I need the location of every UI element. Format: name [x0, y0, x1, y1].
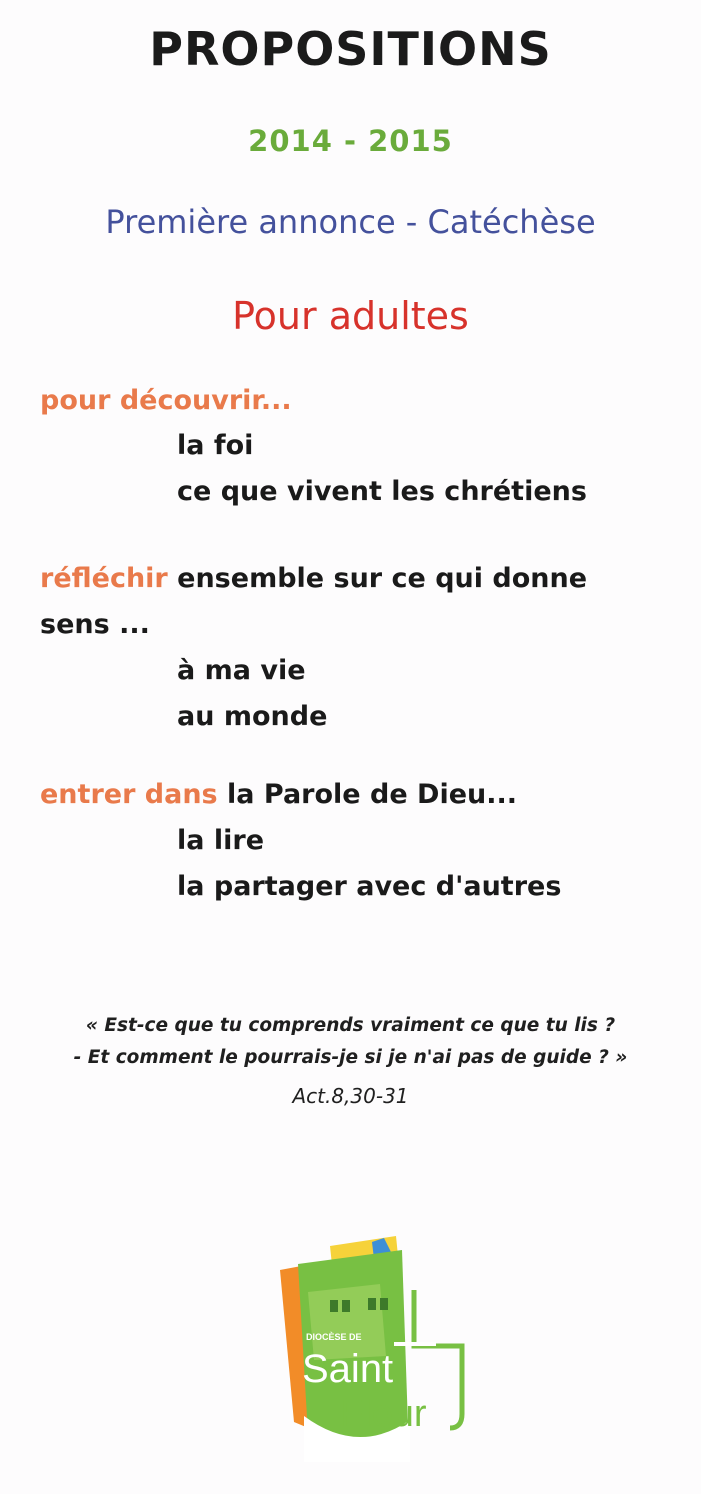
- section-2-item-1: à ma vie: [177, 655, 306, 686]
- logo-small-text: DIOCÈSE DE: [306, 1332, 362, 1342]
- section-2-lead-accent: réfléchir: [40, 563, 168, 594]
- diocese-logo: [268, 1236, 468, 1462]
- section-2-continuation: sens ...: [40, 609, 150, 640]
- section-3-item-2: la partager avec d'autres: [177, 871, 562, 902]
- logo-window-2: [342, 1300, 350, 1312]
- logo-word-saint: Saint: [302, 1347, 394, 1391]
- section-1-item-1: la foi: [177, 430, 254, 461]
- section-1-item-2: ce que vivent les chrétiens: [177, 476, 587, 507]
- logo-word-flour: Flour: [340, 1393, 427, 1435]
- section-3-item-1: la lire: [177, 825, 265, 856]
- quote-line-1: « Est-ce que tu comprends vraiment ce que tu lis ?: [85, 1015, 616, 1036]
- audience-heading: Pour adultes: [232, 294, 469, 338]
- quote-line-2: - Et comment le pourrais-je si je n'ai pas de guide ? »: [73, 1047, 628, 1068]
- logo-window-3: [368, 1298, 376, 1310]
- section-1-lead: pour découvrir...: [40, 385, 292, 416]
- section-3-lead-accent: entrer dans: [40, 779, 218, 810]
- subtitle: Première annonce - Catéchèse: [105, 203, 596, 241]
- page-title: PROPOSITIONS: [149, 22, 552, 76]
- section-3-lead: [40, 779, 517, 810]
- section-2-lead-rest: ensemble sur ce qui donne: [167, 563, 588, 594]
- quote-reference: Act.8,30-31: [292, 1084, 409, 1108]
- year-range: 2014 - 2015: [248, 124, 453, 158]
- logo-window-4: [380, 1298, 388, 1310]
- section-3-lead-rest: la Parole de Dieu...: [217, 779, 518, 810]
- section-2-item-2: au monde: [177, 701, 328, 732]
- logo-window-1: [330, 1300, 338, 1312]
- section-2-lead: [40, 563, 587, 594]
